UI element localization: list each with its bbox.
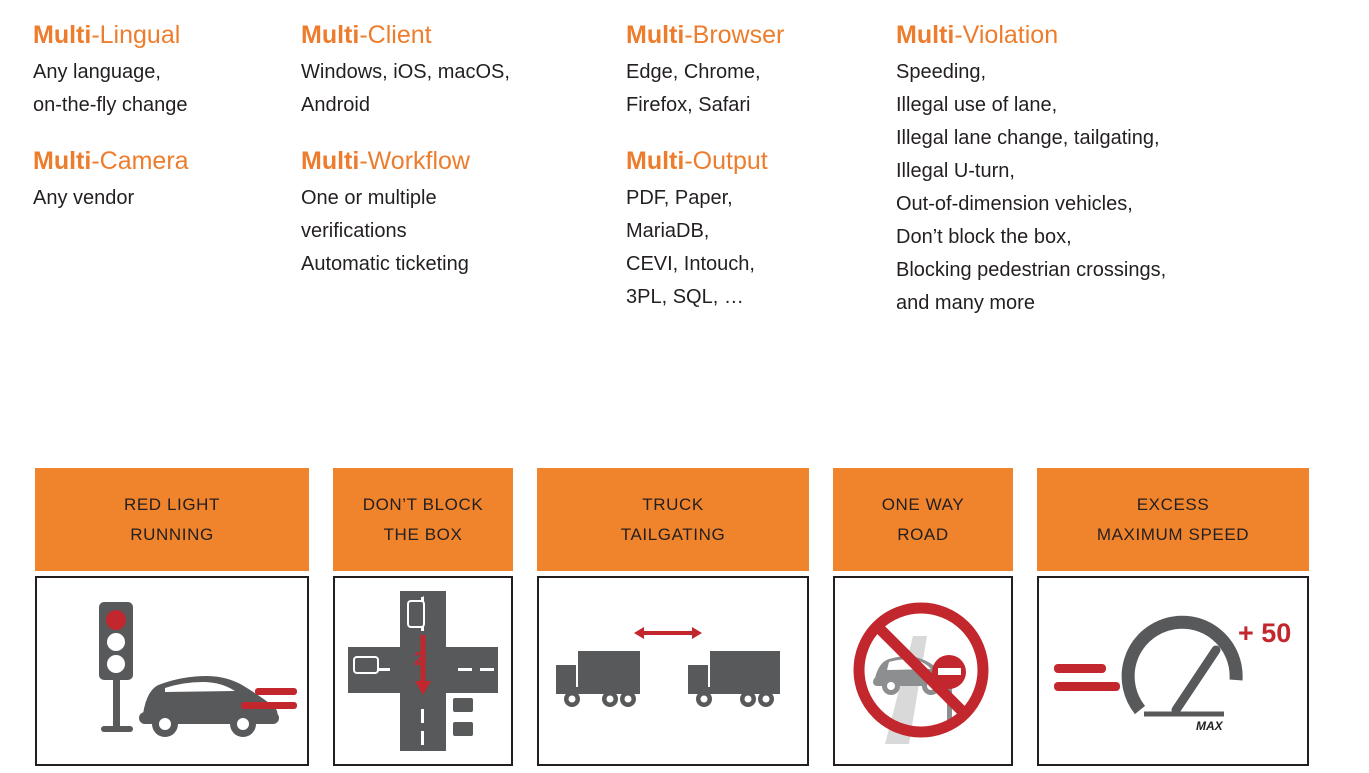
feature-title-rest: -Client xyxy=(359,21,432,49)
feature-multi-workflow xyxy=(301,146,626,281)
feature-line: Automatic ticketing xyxy=(301,253,469,275)
feature-lines xyxy=(301,182,626,281)
card-truck-tailgating xyxy=(537,468,809,766)
feature-column-4 xyxy=(896,20,1296,320)
card-title-line2: RUNNING xyxy=(130,524,214,544)
feature-title-rest: -Violation xyxy=(954,21,1059,49)
card-title-line2: MAXIMUM SPEED xyxy=(1096,524,1250,544)
card-body xyxy=(333,576,513,766)
feature-title-bold: Multi xyxy=(626,147,685,175)
feature-lines xyxy=(33,182,301,215)
feature-lines xyxy=(33,56,301,122)
feature-line: verifications xyxy=(301,220,407,242)
feature-multi-output xyxy=(626,146,896,314)
feature-lines xyxy=(626,56,896,122)
card-excess-maximum-speed xyxy=(1037,468,1309,766)
feature-line: Don’t block the box, xyxy=(896,226,1072,248)
card-title-line1: EXCESS xyxy=(1136,494,1210,514)
feature-title xyxy=(33,146,301,176)
feature-title-rest: -Workflow xyxy=(359,147,470,175)
feature-title xyxy=(33,20,301,50)
feature-line: Illegal use of lane, xyxy=(896,94,1058,116)
feature-line: Out-of-dimension vehicles, xyxy=(896,193,1133,215)
card-dont-block-the-box xyxy=(333,468,513,766)
feature-grid xyxy=(33,20,1333,320)
card-title-line1: DON’T BLOCK xyxy=(362,494,484,514)
card-header xyxy=(333,468,513,571)
feature-lines xyxy=(896,56,1296,320)
feature-title-bold: Multi xyxy=(896,21,955,49)
feature-line: Speeding, xyxy=(896,61,987,83)
feature-multi-violation xyxy=(896,20,1296,320)
feature-column-1 xyxy=(33,20,301,215)
two-trucks-icon xyxy=(548,611,798,731)
svg-text:2: 2 xyxy=(414,649,425,669)
feature-title-bold: Multi xyxy=(301,21,360,49)
feature-line: Firefox, Safari xyxy=(626,94,751,116)
feature-multi-lingual xyxy=(33,20,301,122)
feature-title-rest: -Output xyxy=(684,147,768,175)
gauge-max-label: MAX xyxy=(1196,719,1223,733)
card-title-line2: THE BOX xyxy=(383,524,463,544)
feature-line: Android xyxy=(301,94,370,116)
card-body xyxy=(833,576,1013,766)
card-body xyxy=(35,576,309,766)
feature-line: Any vendor xyxy=(33,187,135,209)
feature-line: Any language, xyxy=(33,61,161,83)
card-red-light-running xyxy=(35,468,309,766)
feature-line: CEVI, Intouch, xyxy=(626,253,755,275)
feature-title xyxy=(626,146,896,176)
feature-title-rest: -Browser xyxy=(684,21,785,49)
card-title-line1: ONE WAY xyxy=(881,494,965,514)
feature-line: Illegal U-turn, xyxy=(896,160,1015,182)
card-title-line1: TRUCK xyxy=(642,494,704,514)
intersection-box-icon xyxy=(348,591,498,751)
card-title-line1: RED LIGHT xyxy=(123,494,221,514)
feature-title-bold: Multi xyxy=(33,21,92,49)
feature-line: Windows, iOS, macOS, xyxy=(301,61,510,83)
no-entry-car-icon xyxy=(843,596,1003,746)
violation-cards xyxy=(35,468,1335,766)
card-header xyxy=(35,468,309,571)
feature-column-3 xyxy=(626,20,896,314)
feature-line: MariaDB, xyxy=(626,220,710,242)
feature-line: on-the-fly change xyxy=(33,94,188,116)
traffic-light-car-icon xyxy=(47,596,297,746)
feature-title-rest: -Lingual xyxy=(91,21,181,49)
feature-line: and many more xyxy=(896,292,1035,314)
feature-multi-camera xyxy=(33,146,301,215)
feature-line: One or multiple xyxy=(301,187,437,209)
card-body xyxy=(537,576,809,766)
feature-title-bold: Multi xyxy=(301,147,360,175)
card-header xyxy=(1037,468,1309,571)
feature-lines xyxy=(626,182,896,314)
card-body xyxy=(1037,576,1309,766)
card-one-way-road xyxy=(833,468,1013,766)
feature-column-2 xyxy=(301,20,626,281)
speed-badge: + 50 xyxy=(1238,618,1292,648)
card-header xyxy=(833,468,1013,571)
speed-gauge-icon xyxy=(1048,606,1298,736)
feature-title xyxy=(896,20,1296,50)
feature-line: Illegal lane change, tailgating, xyxy=(896,127,1160,149)
card-header xyxy=(537,468,809,571)
feature-title xyxy=(301,146,626,176)
feature-multi-client xyxy=(301,20,626,122)
feature-title xyxy=(301,20,626,50)
feature-title xyxy=(626,20,896,50)
feature-line: Blocking pedestrian crossings, xyxy=(896,259,1167,281)
feature-line: Edge, Chrome, xyxy=(626,61,761,83)
feature-title-rest: -Camera xyxy=(91,147,189,175)
card-title-line2: ROAD xyxy=(897,524,949,544)
feature-multi-browser xyxy=(626,20,896,122)
feature-line: 3PL, SQL, … xyxy=(626,286,744,308)
feature-lines xyxy=(301,56,626,122)
feature-title-bold: Multi xyxy=(33,147,92,175)
feature-title-bold: Multi xyxy=(626,21,685,49)
card-title-line2: TAILGATING xyxy=(620,524,726,544)
feature-line: PDF, Paper, xyxy=(626,187,733,209)
